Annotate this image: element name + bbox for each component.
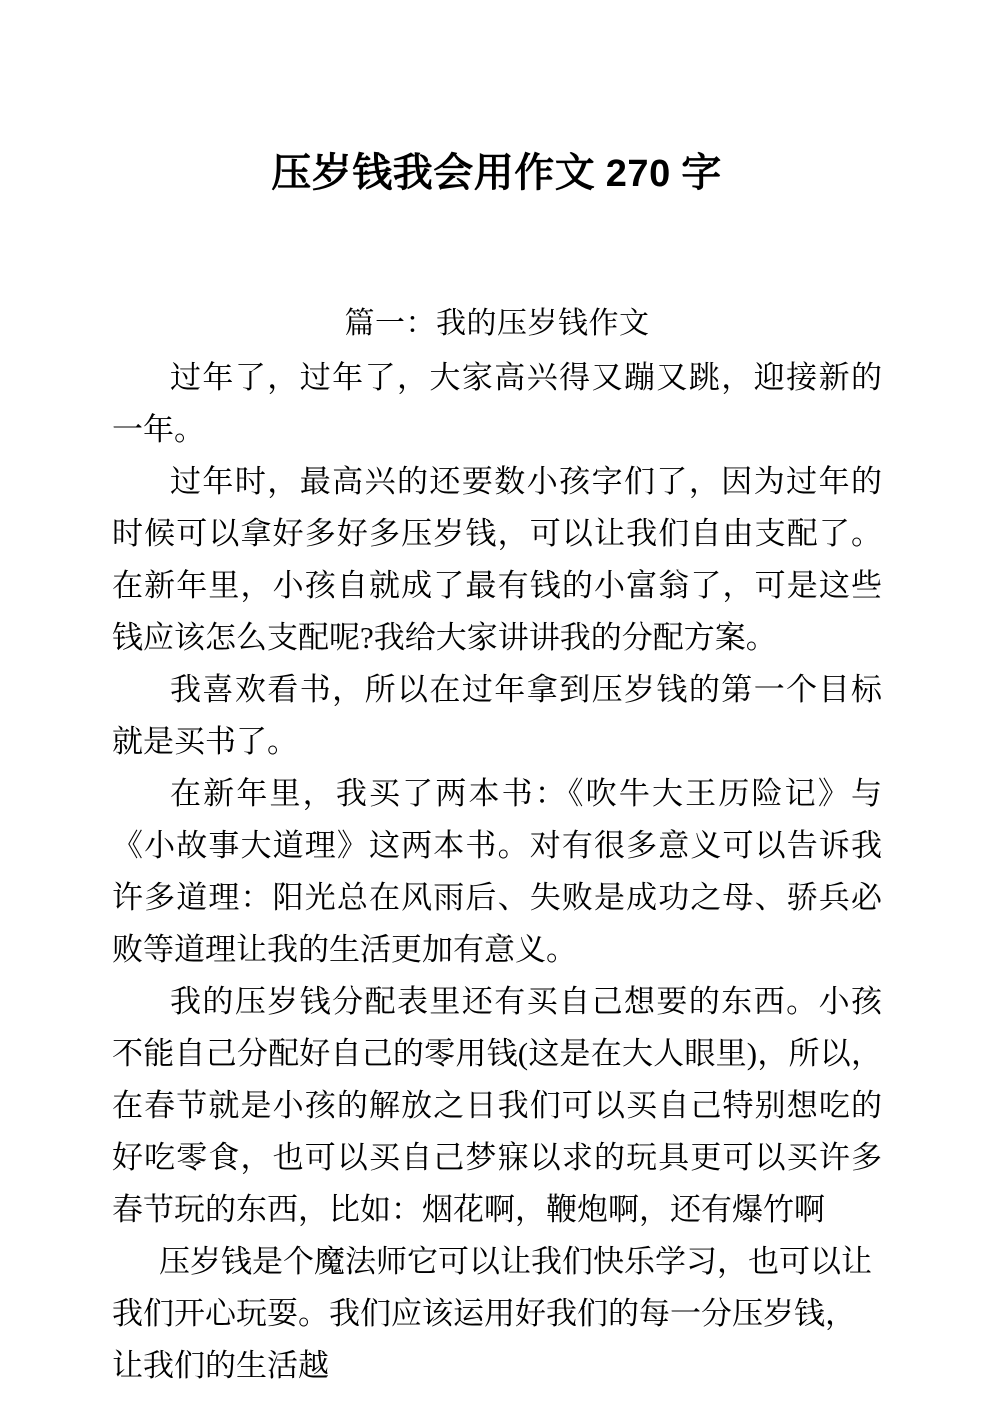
document-body (112, 298, 882, 1392)
page-title-suffix: 字 (670, 149, 722, 195)
section-heading: 篇一：我的压岁钱作文 (344, 307, 650, 340)
paragraph: 过年时，最高兴的还要数小孩字们了，因为过年的时候可以拿好多好多压岁钱，可以让我们自由支配了。在新年里，小孩自就成了最有钱的小富翁了，可是这些钱应该怎么支配呢?我给大家讲讲我的分配方案。 (112, 464, 882, 655)
page-title (0, 145, 993, 202)
paragraph: 在新年里，我买了两本书：《吹牛大王历险记》与《小故事大道理》这两本书。对有很多意义可以告诉我许多道理：阳光总在风雨后、失败是成功之母、骄兵必败等道理让我的生活更加有意义。 (112, 776, 882, 967)
paragraph: 我喜欢看书，所以在过年拿到压岁钱的第一个目标就是买书了。 (112, 672, 882, 759)
paragraph: 压岁钱是个魔法师它可以让我们快乐学习，也可以让我们开心玩耍。我们应该运用好我们的每一分压岁钱，让我们的生活越 (112, 1244, 872, 1383)
page-title-word-count: 270 (605, 152, 671, 195)
paragraph: 过年了，过年了，大家高兴得又蹦又跳，迎接新的一年。 (112, 360, 882, 447)
paragraph: 我的压岁钱分配表里还有买自己想要的东西。小孩不能自己分配好自己的零用钱(这是在大人眼里)，所以，在春节就是小孩的解放之日我们可以买自己特别想吃的好吃零食，也可以买自己梦寐以求的玩具更可以买许多春节玩的东西，比如：烟花啊，鞭炮啊，还有爆竹啊 (112, 984, 882, 1227)
page-title-prefix: 压岁钱我会用作文 (271, 149, 606, 195)
